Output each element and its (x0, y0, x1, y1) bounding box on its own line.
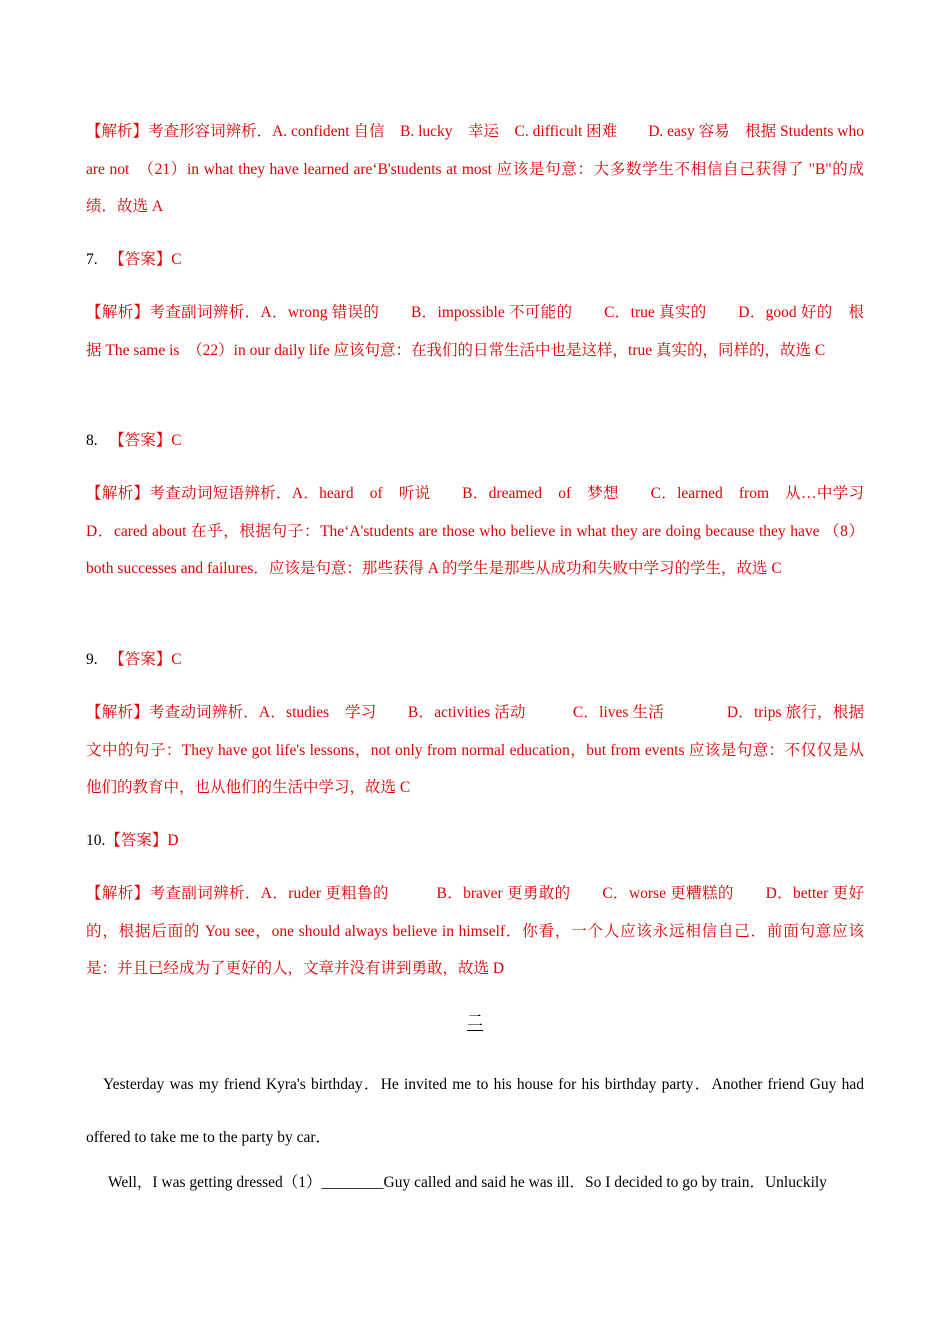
section-title: 二 (466, 1013, 483, 1030)
passage-paragraph-1: Yesterday was my friend Kyra's birthday．He invited me to his house for his birthday party．Another friend Guy had offered to take me to the party by car． (86, 1076, 864, 1146)
answer-9 (86, 650, 864, 670)
answer-10 (86, 831, 864, 851)
question-number: 7. (86, 251, 98, 268)
answer-8 (86, 431, 864, 451)
explanation-10: 【解析】考查副词辨析．A．ruder 更粗鲁的 B．braver 更勇敢的 C．worse 更糟糕的 D．better 更好的，根据后面的 You see，one should always believe in himself．你看，一个人应该永远相信自己．前面句意应该是：并且已经成为了更好的人，文章并没有讲到勇敢，故选 D (86, 885, 864, 977)
explanation-9: 【解析】考查动词辨析．A．studies 学习 B．activities 活动 C．lives 生活 D．trips 旅行，根据文中的句子：They have got life's lessons，not only from normal education，but from events 应该是句意：不仅仅是从他们的教育中，也从他们的生活中学习，故选 C (86, 704, 864, 796)
answer-7 (86, 250, 864, 270)
question-number: 9. (86, 651, 98, 668)
answer-label: 【答案】D (105, 832, 179, 849)
question-number: 10. (86, 832, 106, 849)
answer-label: 【答案】C (109, 432, 182, 449)
answer-label: 【答案】C (109, 251, 182, 268)
answer-label: 【答案】C (109, 651, 182, 668)
explanation-8: 【解析】考查动词短语辨析．A．heard of 听说 B．dreamed of 梦想 C．learned from 从…中学习 D．cared about 在乎，根据句子：The‘A'students are those who believe in what they are doing because they have （8）both successes and failures．应该是句意：那些获得 A 的学生是那些从成功和失败中学习的学生，故选 C (86, 485, 880, 577)
explanation-7: 【解析】考查副词辨析．A．wrong 错误的 B．impossible 不可能的 C．true 真实的 D．good 好的 根据 The same is （22）in our daily life 应该句意：在我们的日常生活中也是这样，true 真实的，同样的，故选 C (86, 304, 864, 359)
explanation-6: 【解析】考查形容词辨析．A. confident 自信 B. lucky 幸运 C. difficult 困难 D. easy 容易 根据 Students who are not （21）in what they have learned are‘B'students at most 应该是句意：大多数学生不相信自己获得了 "B"的成绩．故选 A (86, 123, 864, 215)
passage-paragraph-2: Well，I was getting dressed（1）________Guy called and said he was ill．So I decided to go by train．Unluckily (108, 1174, 827, 1191)
question-number: 8. (86, 432, 98, 449)
